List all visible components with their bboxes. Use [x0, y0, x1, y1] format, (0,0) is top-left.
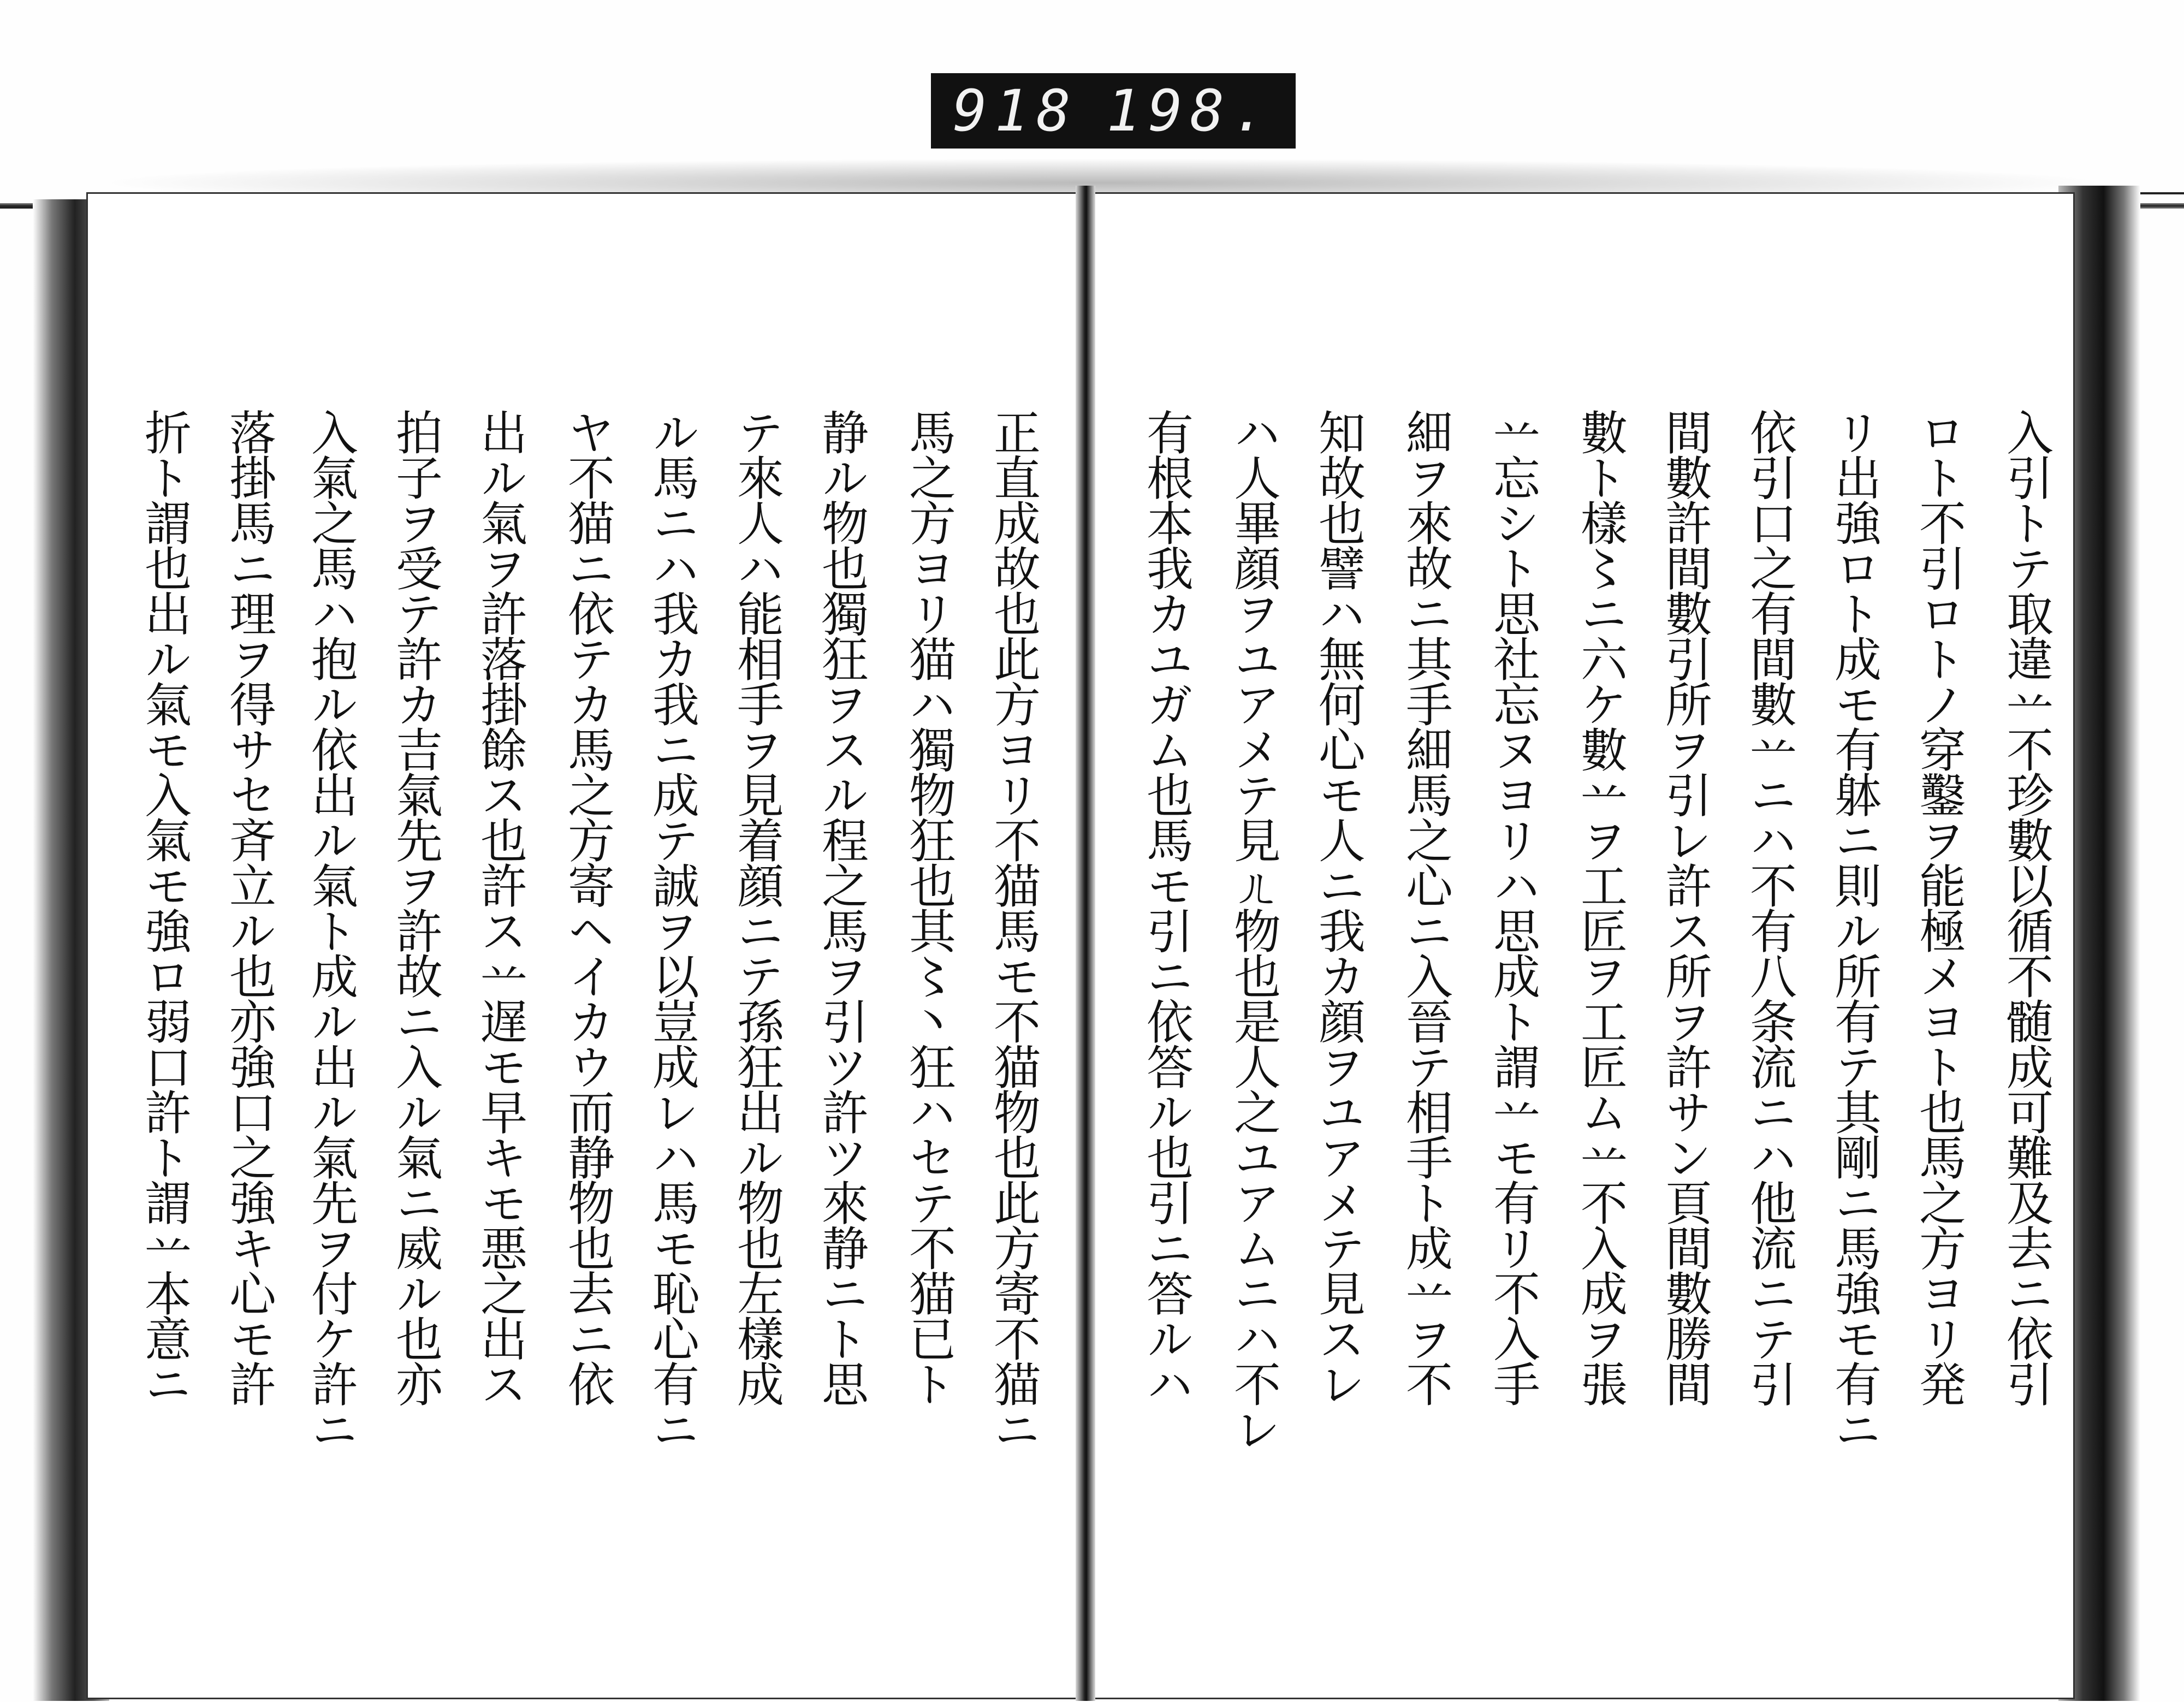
text-column: ル馬ニハ我カ我ニ成テ誠ヲ以豈成レハ馬モ恥心有ニ: [644, 408, 699, 1451]
text-column: 拍子ヲ受テ許カ吉氣先ヲ許故ニ入ル氣ニ威ル也亦: [388, 408, 442, 1406]
text-column: 折ト謂也出ル氣モ入氣モ強ロ弱口許ト謂䒑本意ニ: [136, 408, 191, 1406]
frame-left-number: 918: [953, 78, 1078, 144]
text-column: 數ト樣〻ニ六ケ數䒑ヲ工匠ヲ工匠ム䒑不入成ヲ張: [1572, 408, 1627, 1406]
text-column: 静ル物也獨狂ヲスル程之馬ヲ引ツ許ツ來静ニト思: [814, 408, 868, 1406]
frame-right-number: 198.: [1106, 78, 1274, 144]
text-column: ロト不引ロトノ穿鑿ヲ能極メヨト也馬之方ヨリ発: [1911, 408, 1966, 1406]
text-column: 依引口之有間數䒑ニハ不有八条流ニハ他流ニテ引: [1742, 408, 1796, 1406]
text-column: 細ヲ來故ニ其手細馬之心ニ入晉テ相手ト成䒑ヲ不: [1398, 408, 1452, 1406]
text-column: 正直成故也此方ヨリ不猫馬モ不猫物也此方寄不猫ニ: [986, 408, 1040, 1451]
text-column: 馬之方ヨリ猫ハ獨物狂也其〻丶狂ハセテ不猫已ト: [901, 408, 956, 1406]
text-column: 出ル氣ヲ許落掛餘ス也許ス䒑遅モ早キモ悪之出ス: [472, 408, 527, 1406]
text-column: リ出強ロト成モ有躰ニ則ル所有テ其剛ニ馬強モ有ニ: [1826, 408, 1881, 1451]
text-column: 落掛馬ニ理ヲ得サセ斉立ル也亦強口之強キ心モ許: [221, 408, 276, 1406]
text-column: 間數許間數引所ヲ引レ許ス所ヲ許サン頁間數勝間: [1657, 408, 1712, 1406]
frame-number-label: [931, 73, 1296, 149]
book-spine: [1076, 186, 1095, 1701]
text-column: 知故也譬ハ無何心モ人ニ我カ顔ヲユアメテ見スレ: [1310, 408, 1365, 1406]
text-column: テ來人ハ能相手ヲ見着顔ニテ孫狂出ル物也左樣成: [729, 408, 784, 1406]
text-column: 䒑忘シト思社忘ヌヨリハ思成ト謂䒑モ有リ不入手: [1485, 408, 1540, 1406]
text-column: ハ人畢顔ヲユアメテ見ㄦ物也是人之ユアムニハ不レ: [1226, 408, 1280, 1451]
text-column: 入氣之馬ハ抱ル依出ル氣ト成ル出ル氣先ヲ付ケ許ニ: [303, 408, 358, 1451]
text-column: 有根本我カユガム也馬モ引ニ依答ル也引ニ答ルハ: [1138, 408, 1193, 1406]
text-column: ヤ不猫ニ依テカ馬之方寄ヘイカウ而静物也去ニ依: [560, 408, 614, 1406]
text-column: 入引トテ取違䒑不珍數以循不髄成可難及去ニ依引: [1998, 408, 2053, 1406]
